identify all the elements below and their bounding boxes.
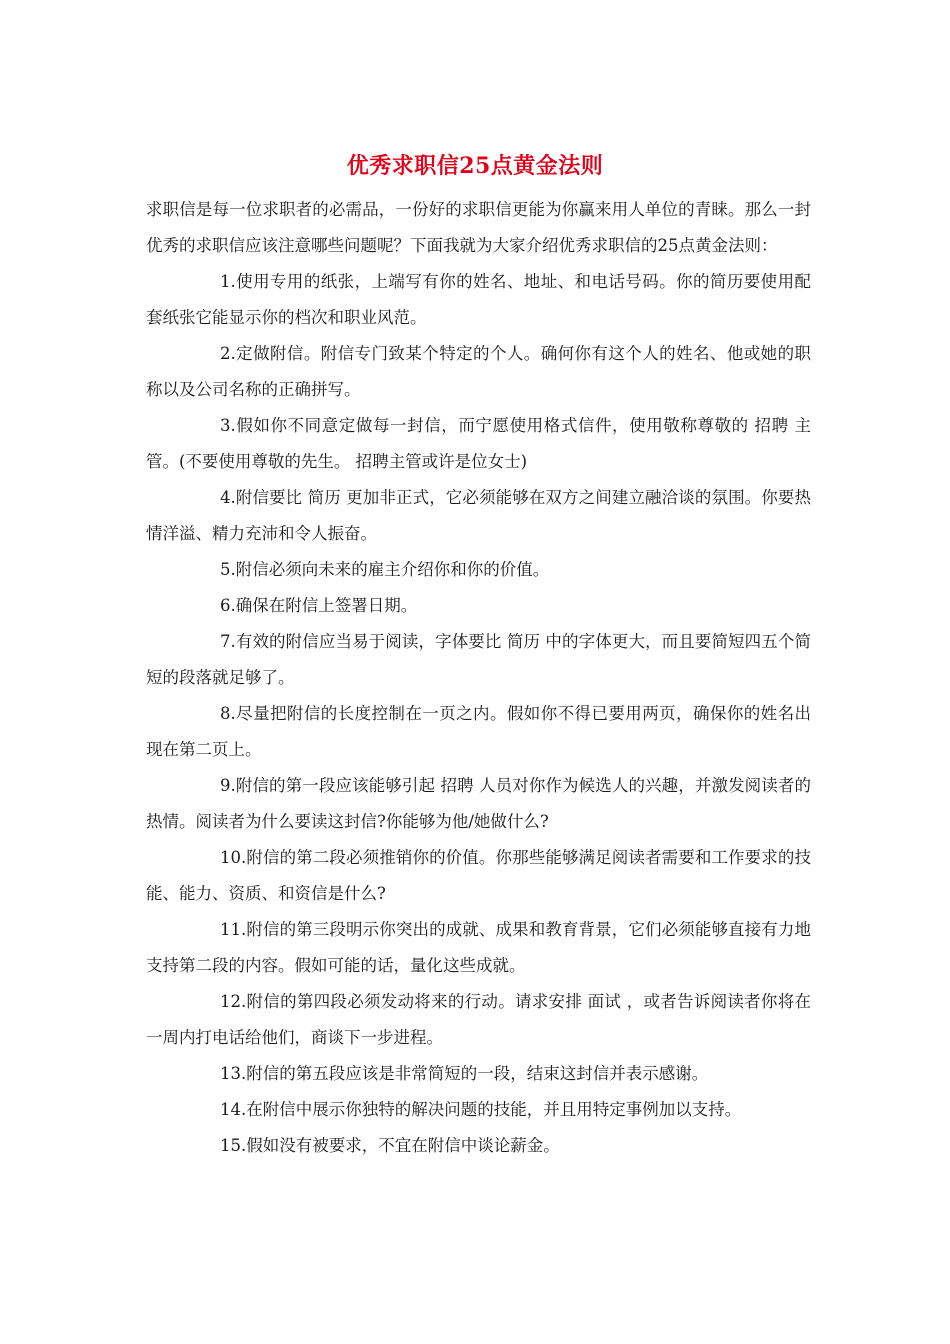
rule-paragraph-15: 15.假如没有被要求，不宜在附信中谈论薪金。 [220, 1136, 560, 1155]
rule-paragraph-3: 3.假如你不同意定做每一封信，而宁愿使用格式信件，使用敬称尊敬的 招聘 主管。(不要使用尊敬的先生。 招聘主管或许是位女士) [146, 416, 811, 471]
rule-paragraph-14: 14.在附信中展示你独特的解决问题的技能，并且用特定事例加以支持。 [220, 1100, 742, 1119]
rule-paragraph-6: 6.确保在附信上签署日期。 [220, 596, 418, 615]
rule-paragraph-13: 13.附信的第五段应该是非常简短的一段，结束这封信并表示感谢。 [220, 1064, 709, 1083]
rule-paragraph-7: 7.有效的附信应当易于阅读，字体要比 简历 中的字体更大，而且要简短四五个简短的段落就足够了。 [146, 632, 811, 687]
rule-paragraph-1: 1.使用专用的纸张，上端写有你的姓名、地址、和电话号码。你的简历要使用配套纸张它能显示你的档次和职业风范。 [146, 272, 811, 327]
rule-paragraph-4: 4.附信要比 简历 更加非正式，它必须能够在双方之间建立融洽谈的氛围。你要热情洋溢、精力充沛和令人振奋。 [146, 488, 811, 543]
document-title: 优秀求职信25点黄金法则 [346, 153, 604, 179]
rule-paragraph-9: 9.附信的第一段应该能够引起 招聘 人员对你作为候选人的兴趣，并激发阅读者的热情。阅读者为什么要读这封信?你能够为他/她做什么? [146, 776, 811, 831]
document-body [146, 192, 811, 1164]
rule-paragraph-12: 12.附信的第四段必须发动将来的行动。请求安排 面试 ，或者告诉阅读者你将在一周内打电话给他们，商谈下一步进程。 [146, 992, 811, 1047]
intro-paragraph: 求职信是每一位求职者的必需品，一份好的求职信更能为你赢来用人单位的青睐。那么一封优秀的求职信应该注意哪些问题呢？下面我就为大家介绍优秀求职信的25点黄金法则： [146, 200, 811, 255]
rule-paragraph-5: 5.附信必须向未来的雇主介绍你和你的价值。 [220, 560, 550, 579]
rule-paragraph-2: 2.定做附信。附信专门致某个特定的个人。确何你有这个人的姓名、他或她的职称以及公司名称的正确拼写。 [146, 344, 811, 399]
rule-paragraph-10: 10.附信的第二段必须推销你的价值。你那些能够满足阅读者需要和工作要求的技能、能力、资质、和资信是什么? [146, 848, 811, 903]
rule-paragraph-8: 8.尽量把附信的长度控制在一页之内。假如你不得已要用两页，确保你的姓名出现在第二页上。 [146, 704, 811, 759]
rule-paragraph-11: 11.附信的第三段明示你突出的成就、成果和教育背景，它们必须能够直接有力地支持第二段的内容。假如可能的话，量化这些成就。 [146, 920, 811, 975]
